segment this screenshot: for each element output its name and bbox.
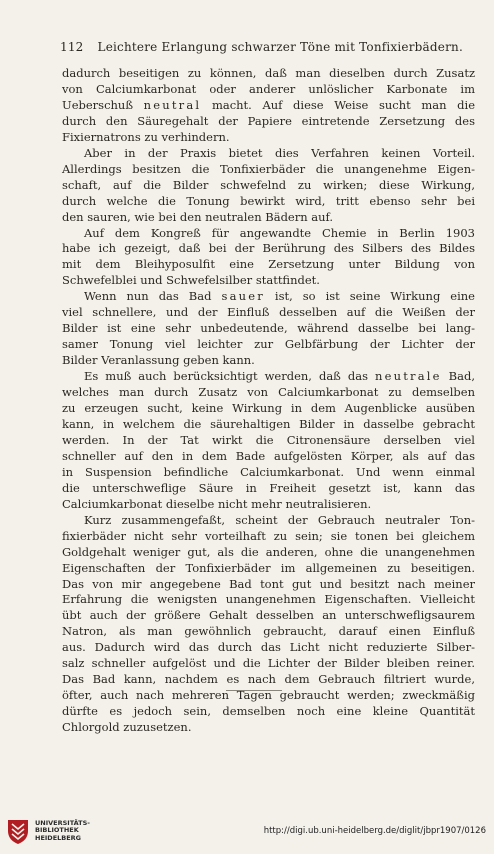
- line-segment: den sauren, wie bei den neutralen Bädern auf.: [62, 209, 334, 224]
- text-line: [62, 66, 475, 82]
- text-line: [62, 513, 475, 529]
- line-segment: schaft, auf die Bilder schwefelnd zu wirken; diese Wirkung,: [62, 177, 475, 192]
- line-segment: in Suspension befindliche Calciumkarbonat. Und wenn einmal: [62, 464, 475, 479]
- text-line: [62, 545, 475, 561]
- text-line: [62, 321, 475, 337]
- line-segment: Fixiernatrons zu verhindern.: [62, 129, 230, 144]
- text-line: [62, 146, 475, 162]
- text-line: [62, 353, 475, 369]
- page-number: 112: [60, 40, 84, 54]
- text-line: [62, 98, 475, 114]
- text-line: [62, 672, 475, 688]
- line-segment: Goldgehalt weniger gut, als die anderen, ohne die unangenehmen: [62, 544, 475, 559]
- line-segment: aus. Dadurch wird das durch das Licht nicht reduzierte Silber-: [62, 640, 475, 655]
- line-segment: Das von mir angegebene Bad tont gut und besitzt nach meiner: [62, 576, 475, 591]
- text-line: [62, 401, 475, 417]
- text-line: [62, 305, 475, 321]
- line-segment: Bilder Veranlassung geben kann.: [62, 353, 255, 368]
- text-line: [62, 433, 475, 449]
- logo-line: BIBLIOTHEK: [35, 826, 79, 835]
- line-segment: Bilder ist eine sehr unbedeutende, während dasselbe bei lang-: [62, 321, 475, 336]
- line-segment: Natron, als man gewöhnlich gebraucht, darauf einen Einfluß: [62, 624, 475, 639]
- text-line: [62, 624, 475, 640]
- line-segment: ist, so ist seine Wirkung eine: [264, 289, 475, 304]
- spaced-emphasis: neutrale: [374, 369, 442, 384]
- line-segment: Kurz zusammengefaßt, scheint der Gebrauch neutraler Ton-: [84, 512, 475, 527]
- text-line: [62, 289, 475, 305]
- line-segment: schneller auf den in dem Bade aufgelösten Körper, als auf das: [62, 448, 475, 463]
- line-segment: Chlorgold zuzusetzen.: [62, 720, 192, 735]
- line-segment: Bad,: [441, 369, 475, 384]
- line-segment: salz schneller aufgelöst und die Lichter der Bilder bleiben reiner.: [62, 656, 475, 671]
- line-segment: Eigenschaften der Tonfixierbäder im allgemeinen zu beseitigen.: [62, 560, 475, 575]
- running-header: [60, 40, 472, 54]
- text-line: [62, 640, 475, 656]
- line-segment: viel schnellere, und der Einfluß desselben auf die Weißen der: [62, 305, 475, 320]
- text-line: [62, 273, 475, 289]
- running-title: Leichtere Erlangung schwarzer Töne mit Tonfixierbädern.: [97, 40, 463, 54]
- text-line: [62, 497, 475, 513]
- line-segment: die unterschweflige Säure in Freiheit gesetzt ist, kann das: [62, 480, 475, 495]
- text-line: [62, 529, 475, 545]
- section-divider: [226, 690, 282, 691]
- text-line: [62, 241, 475, 257]
- text-line: [62, 82, 475, 98]
- line-segment: übt auch der größere Gehalt desselben an unterschwefligsaurem: [62, 608, 475, 623]
- line-segment: von Calciumkarbonat oder anderer unlöslicher Karbonate im: [62, 81, 475, 96]
- text-line: [62, 162, 475, 178]
- line-segment: Wenn nun das Bad: [84, 289, 222, 304]
- text-line: [62, 465, 475, 481]
- line-segment: durch welche die Tonung bewirkt wird, tritt ebenso sehr bei: [62, 193, 475, 208]
- library-logo[interactable]: [6, 817, 90, 845]
- line-segment: zu erzeugen sucht, keine Wirkung in dem Augenblicke ausüben: [62, 401, 475, 416]
- text-line: [62, 656, 475, 672]
- line-segment: mit dem Bleihyposulfit eine Zersetzung unter Bildung von: [62, 257, 475, 272]
- text-line: [62, 114, 475, 130]
- footer-bar: [0, 810, 494, 854]
- line-segment: Auf dem Kongreß für angewandte Chemie in Berlin 1903: [84, 225, 475, 240]
- logo-line: UNIVERSITÄTS-: [35, 818, 90, 827]
- line-segment: habe ich gezeigt, daß bei der Berührung des Silbers des Bildes: [62, 241, 475, 256]
- text-line: [62, 417, 475, 433]
- text-line: [62, 194, 475, 210]
- line-segment: Erfahrung die wenigsten unangenehmen Eigenschaften. Vielleicht: [62, 592, 475, 607]
- text-line: [62, 592, 475, 608]
- text-line: [62, 561, 475, 577]
- text-line: [62, 577, 475, 593]
- line-segment: Schwefelblei und Schwefelsilber stattfindet.: [62, 273, 320, 288]
- line-segment: dürfte es jedoch sein, demselben noch eine kleine Quantität: [62, 704, 475, 719]
- text-line: [62, 385, 475, 401]
- text-line: [62, 178, 475, 194]
- spaced-emphasis: neutral: [143, 97, 202, 112]
- line-segment: fixierbäder nicht sehr vorteilhaft zu sein; sie tonen bei gleichem: [62, 528, 475, 543]
- line-segment: durch den Säuregehalt der Papiere eintretende Zersetzung des: [62, 113, 475, 128]
- line-segment: Calciumkarbonat dieselbe nicht mehr neutralisieren.: [62, 496, 372, 511]
- line-segment: Es muß auch berücksichtigt werden, daß das: [84, 369, 375, 384]
- line-segment: Allerdings besitzen die Tonfixierbäder die unangenehme Eigen-: [62, 161, 475, 176]
- text-line: [62, 337, 475, 353]
- line-segment: werden. In der Tat wirkt die Citronensäure derselben viel: [62, 432, 475, 447]
- text-line: [62, 704, 475, 720]
- permalink-url[interactable]: http://digi.ub.uni-heidelberg.de/diglit/jbpr1907/0126: [263, 826, 486, 836]
- text-line: [62, 481, 475, 497]
- spaced-emphasis: sauer: [221, 289, 265, 304]
- text-line: [62, 257, 475, 273]
- logo-text: [35, 820, 90, 843]
- text-line: [62, 130, 475, 146]
- line-segment: kann, in welchem die säurehaltigen Bilder in dasselbe gebracht: [62, 416, 475, 431]
- line-segment: macht. Auf diese Weise sucht man die: [201, 97, 476, 112]
- text-line: [62, 608, 475, 624]
- university-library-logo-icon: [6, 817, 30, 845]
- logo-line: HEIDELBERG: [35, 833, 82, 842]
- line-segment: welches man durch Zusatz von Calciumkarbonat zu demselben: [62, 385, 475, 400]
- text-line: [62, 449, 475, 465]
- line-segment: samer Tonung viel leichter zur Gelbfärbung der Lichter der: [62, 337, 475, 352]
- line-segment: Das Bad kann, nachdem es nach dem Gebrauch filtriert wurde,: [62, 672, 475, 687]
- line-segment: Ueberschuß: [62, 97, 144, 112]
- text-line: [62, 226, 475, 242]
- text-line: [62, 210, 475, 226]
- text-line: [62, 369, 475, 385]
- text-line: [62, 720, 475, 736]
- line-segment: Aber in der Praxis bietet dies Verfahren keinen Vorteil.: [84, 145, 475, 160]
- line-segment: öfter, auch nach mehreren Tagen gebraucht werden; zweckmäßig: [62, 688, 475, 703]
- body-text: [62, 66, 475, 736]
- line-segment: dadurch beseitigen zu können, daß man dieselben durch Zusatz: [62, 66, 475, 80]
